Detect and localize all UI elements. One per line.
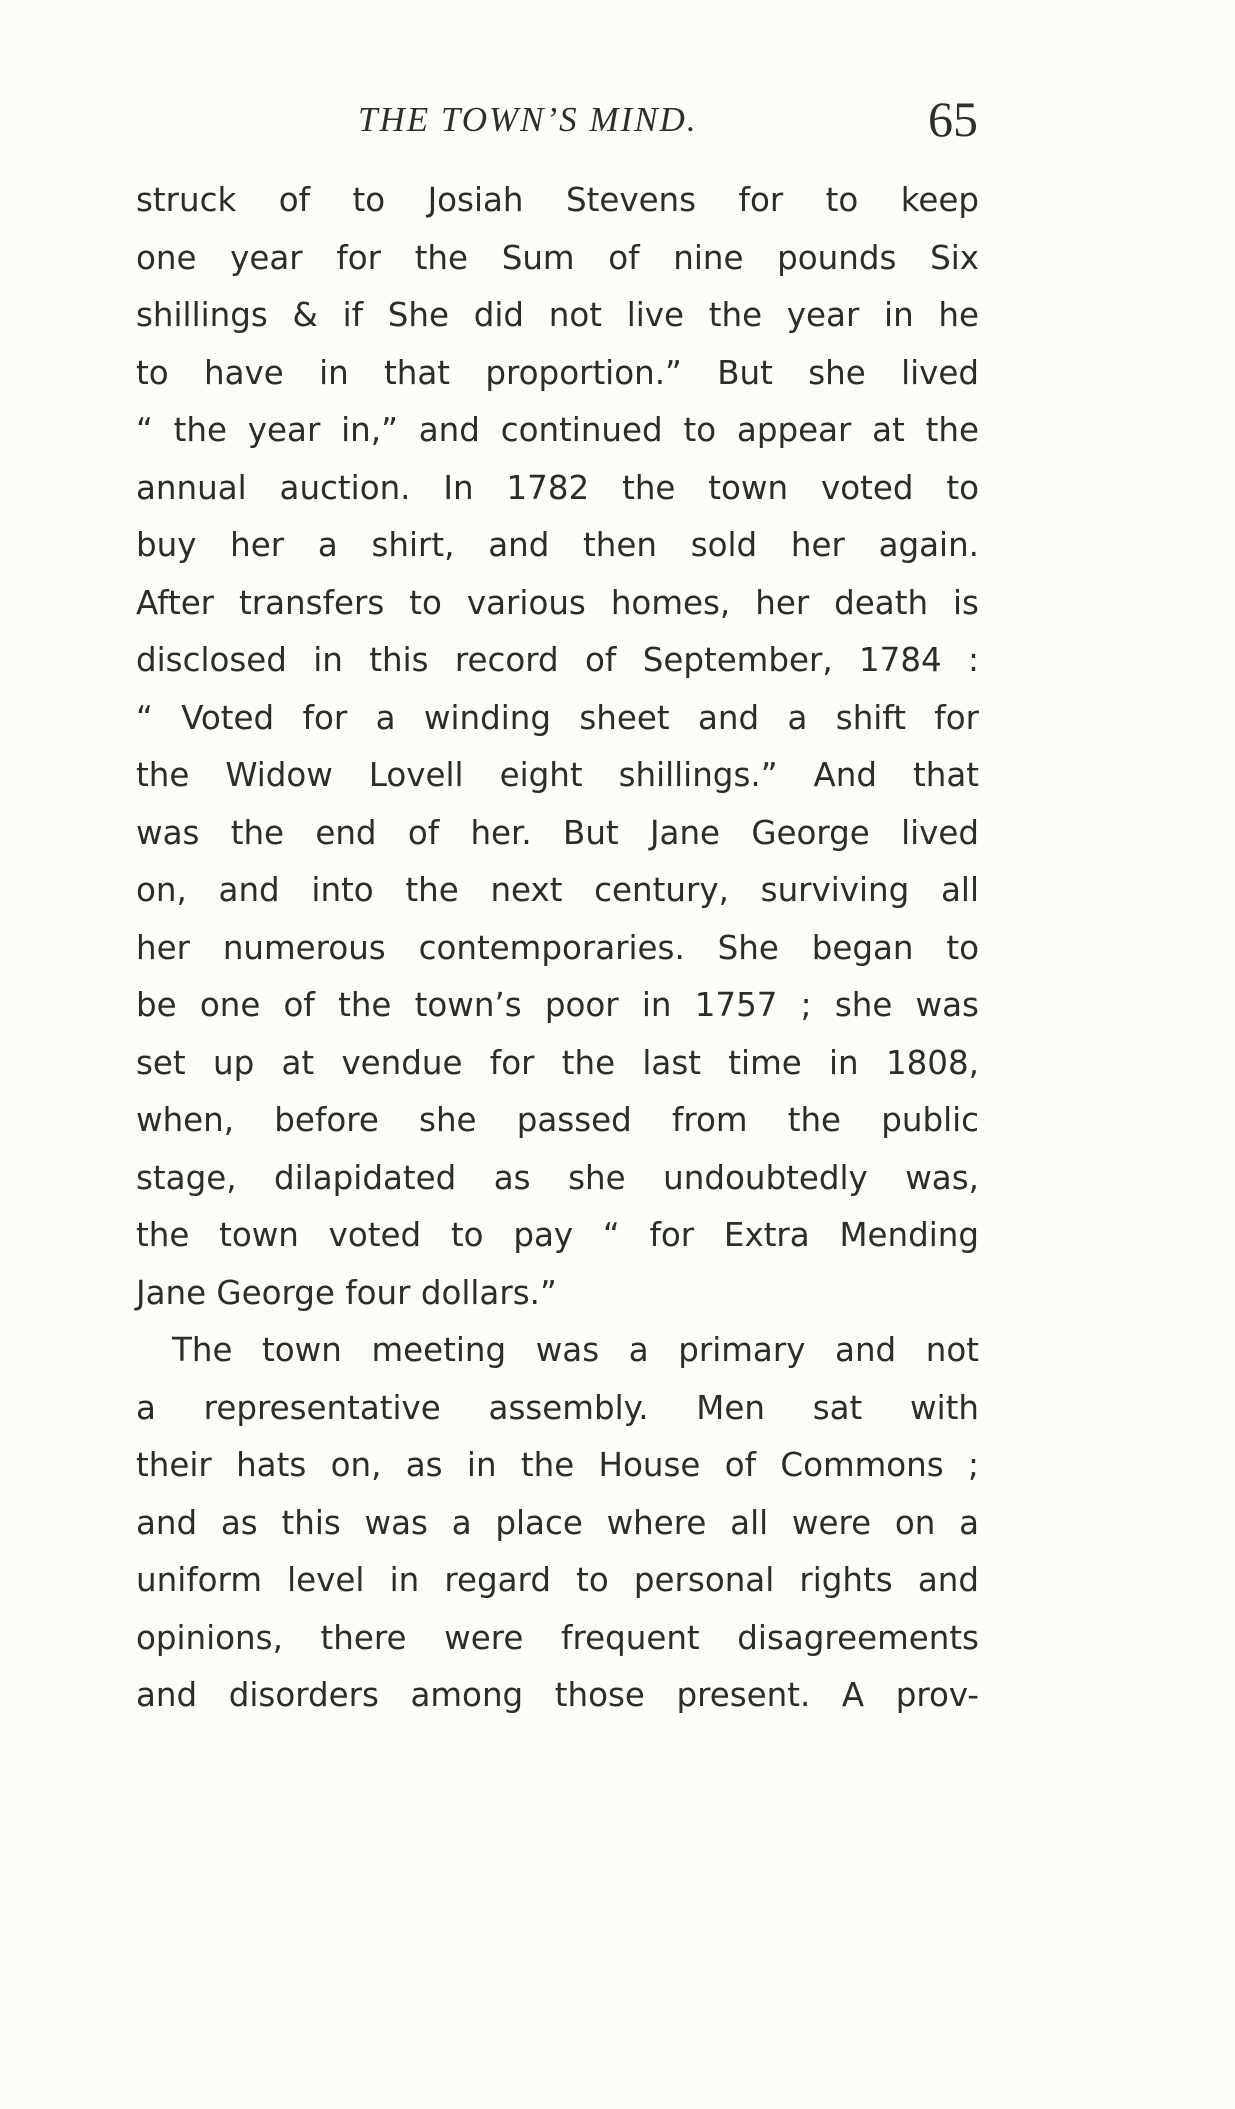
running-title: THE TOWN’S MIND.	[358, 100, 698, 139]
text-line: and as this was a place where all were on a	[136, 1503, 979, 1542]
text-line: to have in that proportion.” But she lived	[136, 353, 979, 392]
text-line: the Widow Lovell eight shillings.” And that	[136, 756, 979, 794]
text-line: The town meeting was a primary and not	[172, 1331, 979, 1369]
text-line: was the end of her. But Jane George lived	[136, 813, 979, 852]
text-line: and disorders among those present. A prov-	[136, 1676, 979, 1714]
text-line: when, before she passed from the public	[136, 1101, 979, 1139]
text-line: disclosed in this record of September, 1784 :	[136, 641, 979, 679]
text-line: Jane George four dollars.”	[136, 1273, 557, 1312]
text-line: buy her a shirt, and then sold her again.	[136, 526, 979, 564]
text-line: “ the year in,” and continued to appear at the	[136, 411, 979, 449]
text-line: stage, dilapidated as she undoubtedly was,	[136, 1158, 979, 1197]
text-line: set up at vendue for the last time in 1808,	[136, 1043, 979, 1082]
text-line: shillings & if She did not live the year in he	[136, 296, 979, 334]
text-line: annual auction. In 1782 the town voted to	[136, 468, 979, 507]
text-line: the town voted to pay “ for Extra Mending	[136, 1216, 979, 1254]
text-line: a representative assembly. Men sat with	[136, 1388, 979, 1427]
text-line: be one of the town’s poor in 1757 ; she was	[136, 986, 979, 1024]
text-line: After transfers to various homes, her death is	[136, 583, 979, 622]
text-line: struck of to Josiah Stevens for to keep	[136, 181, 979, 219]
text-line: uniform level in regard to personal rights and	[136, 1561, 979, 1599]
text-line: on, and into the next century, surviving all	[136, 871, 979, 909]
running-head	[358, 91, 978, 156]
page-number: 65	[928, 91, 978, 147]
text-line: her numerous contemporaries. She began to	[136, 928, 979, 967]
text-line: one year for the Sum of nine pounds Six	[136, 238, 979, 277]
text-line: “ Voted for a winding sheet and a shift for	[136, 698, 979, 737]
body-text	[136, 172, 979, 1725]
text-line: their hats on, as in the House of Commons ;	[136, 1446, 979, 1484]
text-line: opinions, there were frequent disagreements	[136, 1618, 979, 1657]
